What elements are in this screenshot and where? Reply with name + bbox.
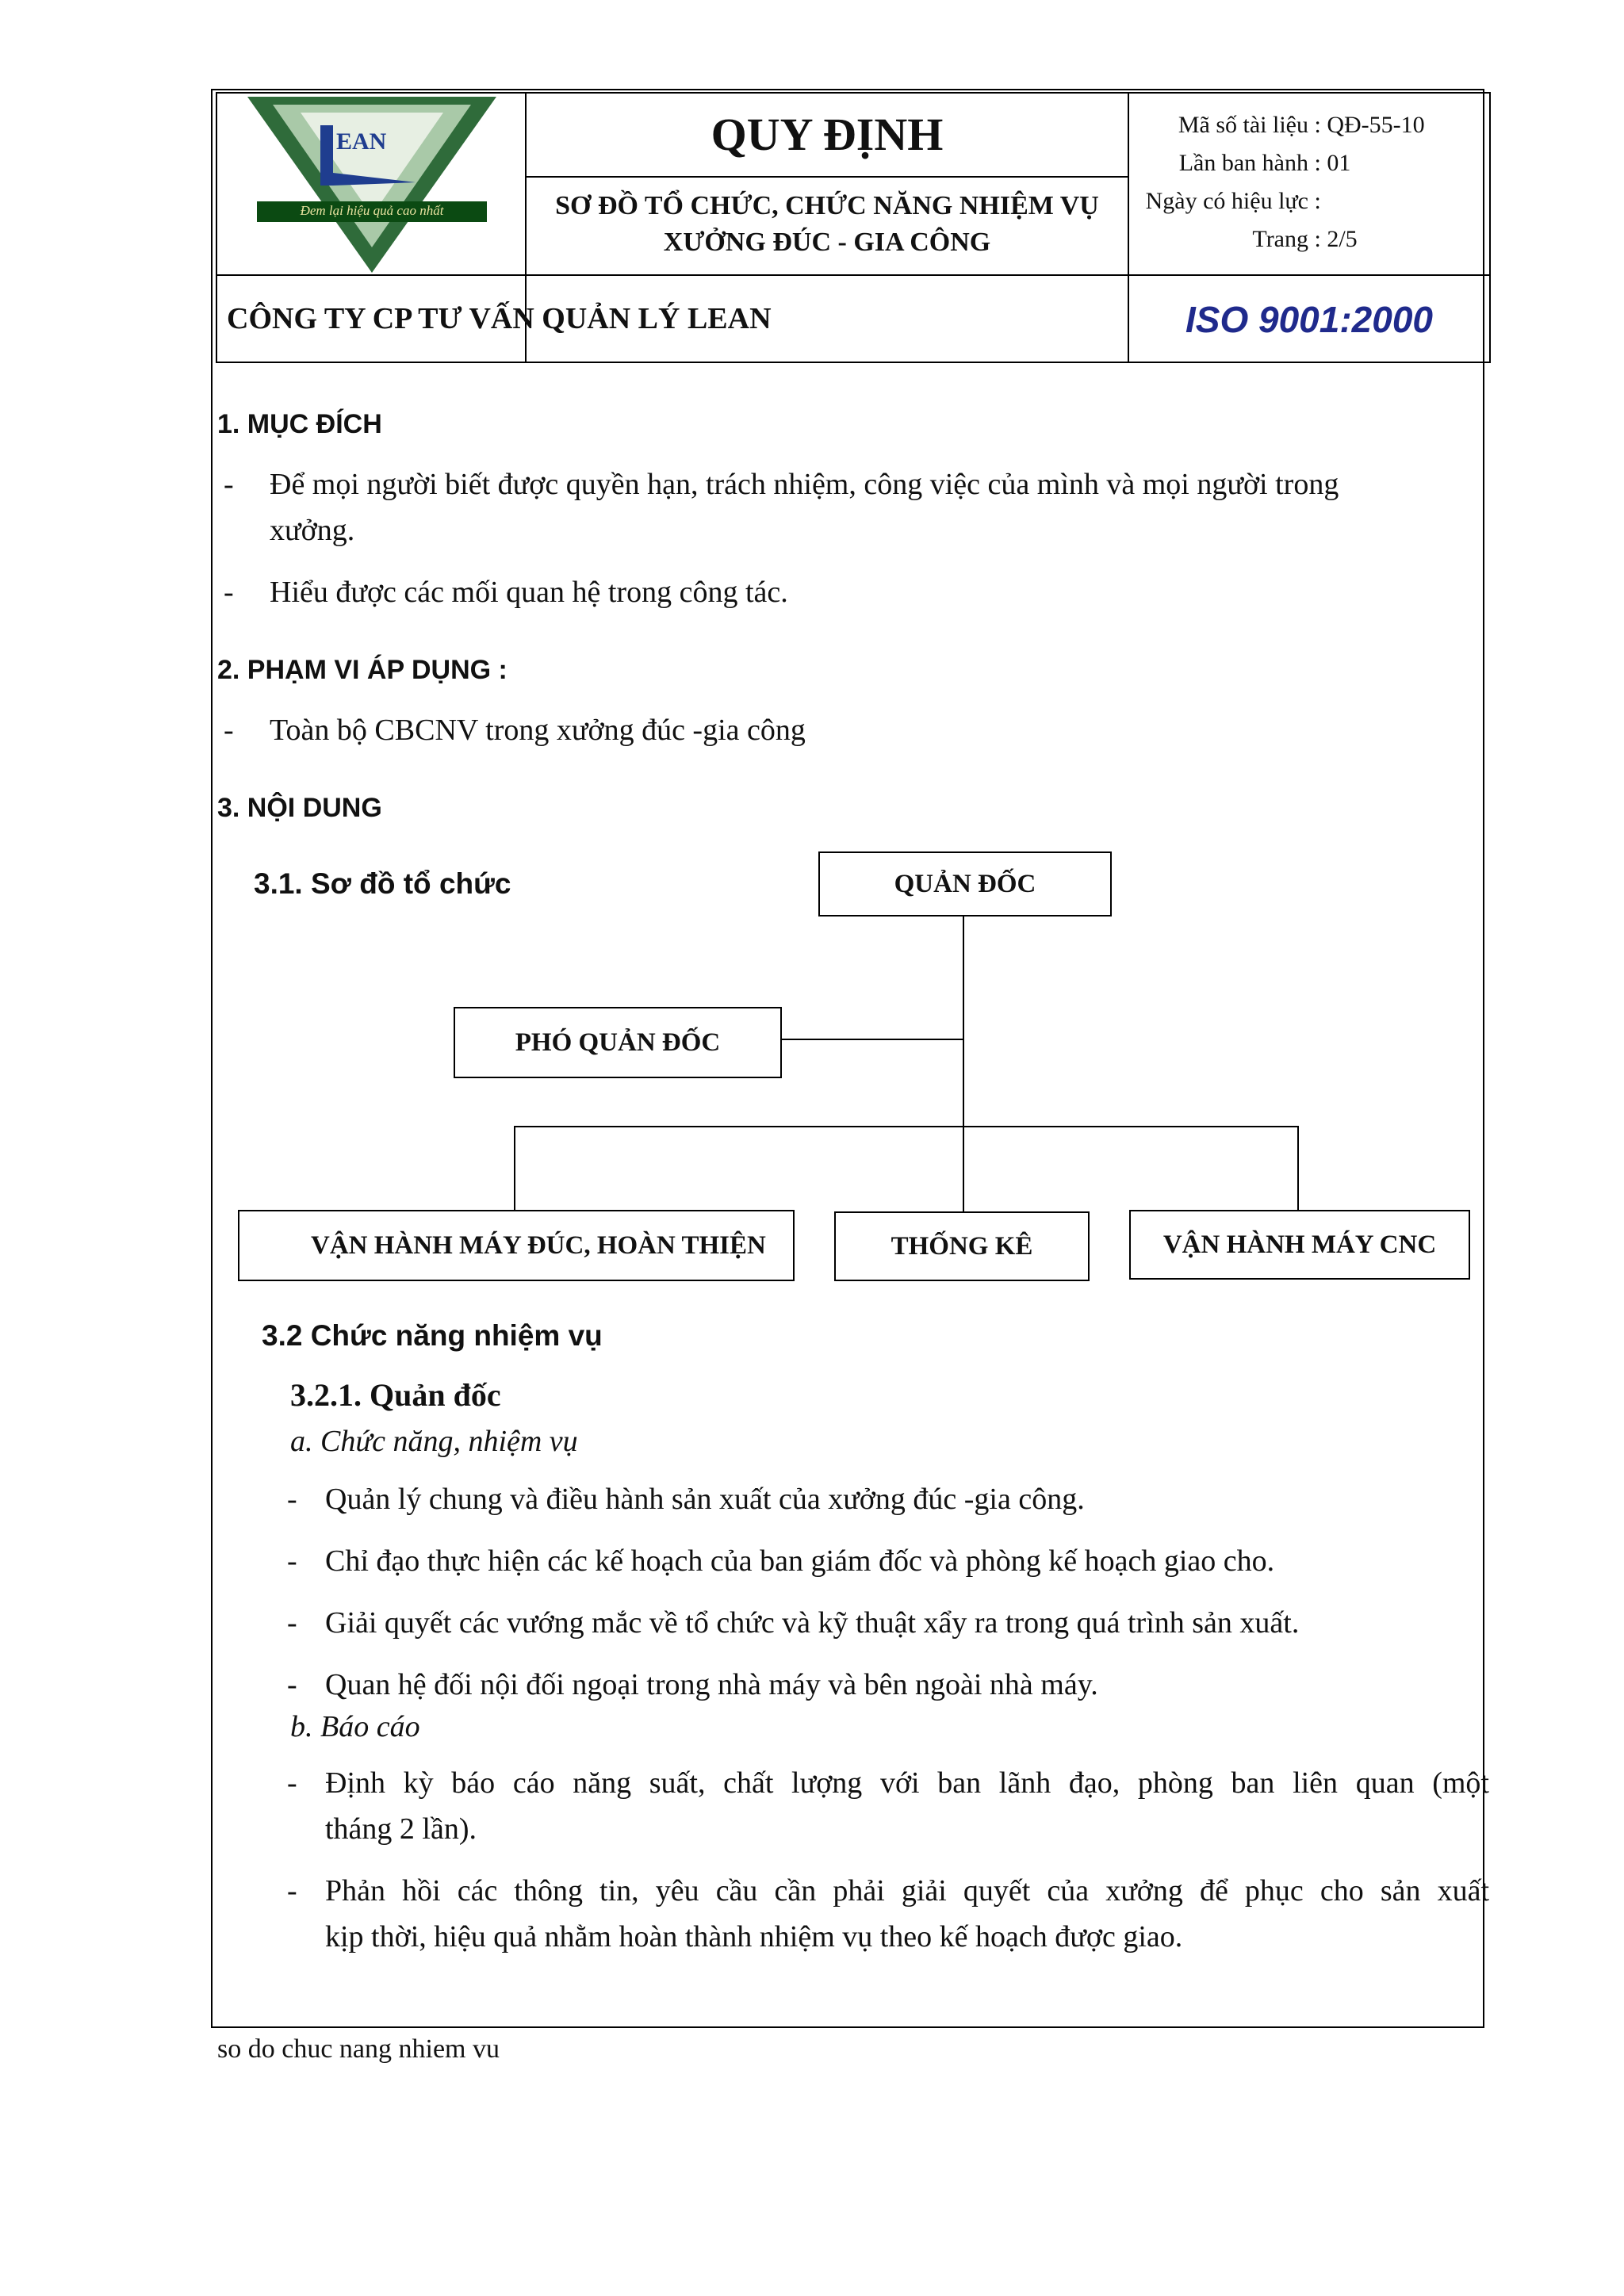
report-item-1-line-2: tháng 2 lần). — [325, 1812, 477, 1846]
logo-slogan: Đem lại hiệu quả cao nhất — [300, 203, 444, 218]
section-1-item-1-line-1: Để mọi người biết được quyền hạn, trách nhiệm, công việc của mình và mọi người trong — [270, 468, 1339, 501]
document-title-line-2: XƯỞNG ĐÚC - GIA CÔNG — [663, 228, 991, 257]
section-3-2-1-title: 3.2.1. Quản đốc — [290, 1377, 501, 1413]
subsection-a-title: a. Chức năng, nhiệm vụ — [290, 1425, 578, 1458]
company-logo — [241, 97, 503, 273]
logo-text: EAN — [336, 128, 387, 155]
document-title-line-1: SƠ ĐỒ TỔ CHỨC, CHỨC NĂNG NHIỆM VỤ — [555, 191, 1099, 220]
org-connector — [963, 916, 964, 1211]
duty-item-3: Giải quyết các vướng mắc về tổ chức và kỹ thuật xẩy ra trong quá trình sản xuất. — [325, 1606, 1300, 1640]
document-meta — [1129, 106, 1489, 258]
meta-value: : 2/5 — [1314, 226, 1358, 252]
section-2-item-1: Toàn bộ CBCNV trong xưởng đúc -gia công — [270, 714, 806, 747]
list-dash: - — [287, 1544, 297, 1578]
org-connector — [514, 1126, 1299, 1127]
meta-row-code — [1129, 106, 1489, 144]
meta-label: Trang — [1252, 226, 1308, 252]
logo-graphic — [241, 97, 503, 273]
duty-item-2: Chỉ đạo thực hiện các kế hoạch của ban giám đốc và phòng kế hoạch giao cho. — [325, 1544, 1275, 1578]
meta-value: : 01 — [1314, 150, 1351, 176]
page-footer: so do chuc nang nhiem vu — [217, 2034, 500, 2064]
org-box-casting — [238, 1210, 795, 1281]
meta-label: Mã số tài liệu — [1178, 112, 1308, 138]
report-item-2-line-1: Phản hồi các thông tin, yêu cầu cần phải giải quyết của xưởng để phục cho sản xuất — [325, 1874, 1489, 1908]
list-dash: - — [287, 1483, 297, 1516]
org-label-cnc: VẬN HÀNH MÁY CNC — [1162, 1230, 1437, 1259]
document-type: QUY ĐỊNH — [710, 109, 944, 160]
org-box-manager — [818, 851, 1112, 916]
header-table — [216, 92, 1491, 363]
list-dash: - — [287, 1668, 297, 1701]
org-connector — [514, 1126, 515, 1210]
section-1-title: 1. MỤC ĐÍCH — [217, 409, 382, 439]
section-2-title: 2. PHẠM VI ÁP DỤNG : — [217, 655, 508, 685]
list-dash: - — [287, 1874, 297, 1908]
section-3-1-title: 3.1. Sơ đồ tổ chức — [254, 867, 511, 900]
meta-value: : — [1314, 188, 1321, 214]
company-name: CÔNG TY CP TƯ VẤN QUẢN LÝ LEAN — [227, 302, 772, 335]
report-item-1-line-1: Định kỳ báo cáo năng suất, chất lượng với ban lãnh đạo, phòng ban liên quan (một — [325, 1766, 1489, 1800]
duty-item-4: Quan hệ đối nội đối ngoại trong nhà máy và bên ngoài nhà máy. — [325, 1668, 1098, 1701]
org-box-deputy — [454, 1007, 782, 1078]
duty-item-1: Quản lý chung và điều hành sản xuất của xưởng đúc -gia công. — [325, 1483, 1085, 1516]
iso-standard: ISO 9001:2000 — [1185, 299, 1433, 340]
org-label-manager: QUẢN ĐỐC — [894, 869, 1036, 898]
meta-row-issue — [1129, 144, 1489, 182]
section-1-item-1-line-2: xưởng. — [270, 514, 355, 547]
meta-label: Ngày có hiệu lực — [1145, 188, 1308, 214]
meta-row-effective-date — [1129, 182, 1489, 220]
org-box-statistics — [834, 1211, 1090, 1281]
org-label-statistics: THỐNG KÊ — [891, 1231, 1033, 1261]
section-1-dash: - — [224, 468, 234, 501]
org-connector — [782, 1039, 964, 1040]
section-2-dash: - — [224, 714, 234, 747]
meta-label: Lần ban hành — [1178, 150, 1308, 176]
org-connector — [1297, 1126, 1299, 1210]
meta-value: : QĐ-55-10 — [1314, 112, 1425, 138]
report-item-2-line-2: kịp thời, hiệu quả nhằm hoàn thành nhiệm vụ theo kế hoạch được giao. — [325, 1920, 1183, 1954]
list-dash: - — [287, 1766, 297, 1800]
org-label-casting: VẬN HÀNH MÁY ĐÚC, HOÀN THIỆN — [311, 1230, 766, 1260]
section-1-item-2: Hiểu được các mối quan hệ trong công tác. — [270, 576, 788, 609]
subsection-b-title: b. Báo cáo — [290, 1710, 420, 1743]
org-label-deputy: PHÓ QUẢN ĐỐC — [515, 1027, 721, 1057]
meta-row-page — [1129, 220, 1489, 258]
section-1-dash: - — [224, 576, 234, 609]
section-3-title: 3. NỘI DUNG — [217, 793, 382, 823]
section-3-2-title: 3.2 Chức năng nhiệm vụ — [262, 1319, 603, 1352]
org-box-cnc — [1129, 1210, 1470, 1280]
list-dash: - — [287, 1606, 297, 1640]
